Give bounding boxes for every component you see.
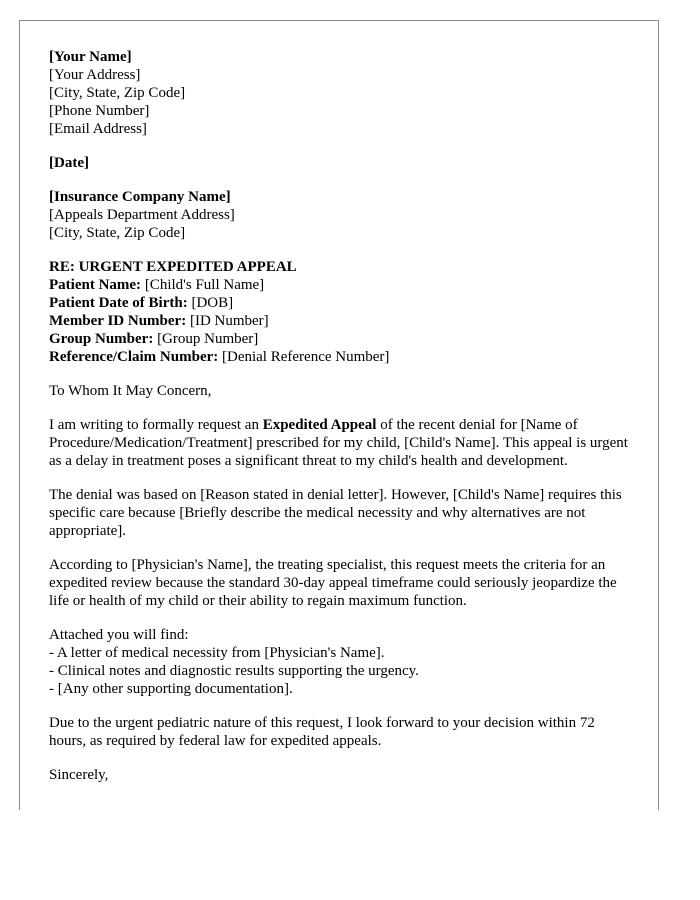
reference-value: [Denial Reference Number] [218,349,390,365]
expedited-appeal-emphasis: Expedited Appeal [262,417,377,433]
reference-label: Reference/Claim Number: [49,349,219,365]
recipient-block [49,188,630,242]
sender-address: [Your Address] [49,67,141,83]
member-id-row [49,312,630,330]
body-paragraph-2: The denial was based on [Reason stated in denial letter]. However, [Child's Name] requires this specific care because [Briefly describe the medical necessity and why alternatives are not appropriate]. [49,487,622,539]
closing: Sincerely, [49,767,109,783]
group-number-value: [Group Number] [153,331,259,347]
patient-name-row [49,276,630,294]
sender-email: [Email Address] [49,121,147,137]
patient-name-label: Patient Name: [49,277,142,293]
re-heading: RE: URGENT EXPEDITED APPEAL [49,259,297,275]
dob-value: [DOB] [187,295,234,311]
group-number-row [49,330,630,348]
attachment-item: - Clinical notes and diagnostic results supporting the urgency. [49,663,419,679]
body-paragraph-1: I am writing to formally request an Expedited Appeal of the recent denial for [Name of Procedure/Medication/Treatment] prescribed for my child, [Child's Name]. This appeal is urgent as a delay in treatment poses a significant threat to my child's health and development. [49,417,628,469]
sender-phone: [Phone Number] [49,103,150,119]
patient-name-value: [Child's Full Name] [141,277,265,293]
letter-page [19,20,659,810]
attachment-item: - [Any other supporting documentation]. [49,681,293,697]
body-paragraph-3: According to [Physician's Name], the treating specialist, this request meets the criteria for an expedited review because the standard 30-day appeal timeframe could seriously jeopardize the life or health of my child or their ability to regain maximum function. [49,557,617,609]
attachments-intro: Attached you will find: [49,627,189,643]
dob-label: Patient Date of Birth: [49,295,188,311]
body-paragraph-5: Due to the urgent pediatric nature of this request, I look forward to your decision within 72 hours, as required by federal law for expedited appeals. [49,715,595,749]
reference-row [49,348,630,366]
salutation: To Whom It May Concern, [49,383,212,399]
recipient-city-state-zip: [City, State, Zip Code] [49,225,186,241]
letter-date: [Date] [49,155,89,171]
dob-row [49,294,630,312]
recipient-company: [Insurance Company Name] [49,189,231,205]
member-id-label: Member ID Number: [49,313,187,329]
re-block [49,258,630,366]
recipient-address: [Appeals Department Address] [49,207,235,223]
sender-block [49,48,630,138]
sender-city-state-zip: [City, State, Zip Code] [49,85,186,101]
attachment-item: - A letter of medical necessity from [Physician's Name]. [49,645,385,661]
sender-name: [Your Name] [49,49,132,65]
attachments-section [49,626,630,698]
letter-content [20,21,658,784]
member-id-value: [ID Number] [186,313,269,329]
date-block [49,154,630,172]
group-number-label: Group Number: [49,331,154,347]
